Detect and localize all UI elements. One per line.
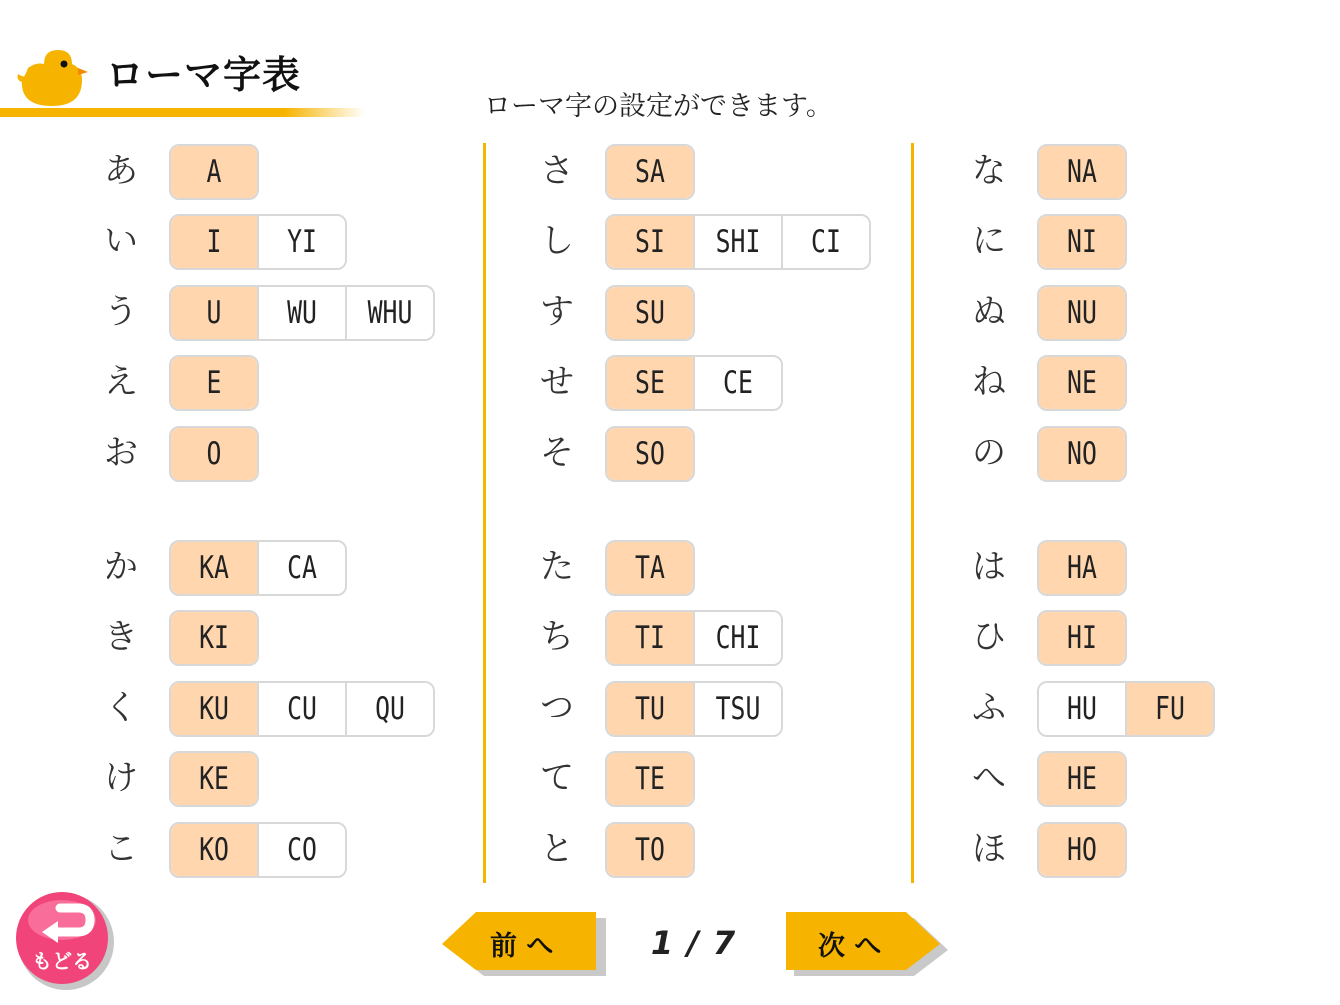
page-indicator [640,924,760,964]
romaji-option[interactable] [1039,428,1125,480]
romaji-option-group [605,681,783,737]
kana-label: す [540,292,574,332]
romaji-option-label: KE [199,761,229,797]
romaji-option-label: I [206,224,222,260]
romaji-option-label: CA [287,550,317,586]
romaji-option-group [1037,751,1127,807]
page-separator: / [687,924,713,962]
romaji-option-label: CHI [715,620,761,656]
romaji-option[interactable] [1039,146,1125,198]
romaji-option[interactable] [1125,683,1213,735]
romaji-option[interactable] [607,824,693,876]
romaji-option-label: HE [1067,761,1097,797]
page-subtitle: ローマ字の設定ができます。 [484,91,833,122]
romaji-option-label: A [206,154,222,190]
romaji-option-label: SHI [715,224,761,260]
romaji-option-label: TSU [715,691,761,727]
romaji-option-group [169,285,435,341]
romaji-option-label: SU [635,295,665,331]
romaji-option-group [1037,610,1127,666]
romaji-option-group [1037,822,1127,878]
kana-label: の [972,433,1006,473]
romaji-option-group [1037,355,1127,411]
romaji-option-label: SE [635,365,665,401]
kana-label: う [104,292,138,332]
kana-label: つ [540,688,574,728]
romaji-option-group [169,822,347,878]
romaji-option[interactable] [171,428,257,480]
romaji-option-label: HO [1067,832,1097,868]
romaji-option-label: TI [635,620,665,656]
romaji-option[interactable] [607,612,693,664]
kana-label: あ [104,151,138,191]
next-page-label: 次 へ [818,931,882,962]
romaji-option[interactable] [257,542,345,594]
romaji-option[interactable] [171,612,257,664]
kana-label: け [104,758,138,798]
page-title: ローマ字表 [106,53,302,97]
romaji-option-label: HA [1067,550,1097,586]
page-total: 7 [712,924,750,962]
romaji-option-label: KO [199,832,229,868]
romaji-option[interactable] [171,216,257,268]
next-page-button[interactable] [784,910,950,976]
romaji-option-label: HI [1067,620,1097,656]
title-underline [0,108,365,117]
kana-label: せ [540,362,574,402]
romaji-option-label: KI [199,620,229,656]
romaji-option-group [605,214,871,270]
romaji-option-group [1037,540,1127,596]
kana-label: い [104,221,138,261]
kana-label: か [104,547,138,587]
romaji-option-group [605,355,783,411]
romaji-option-group [169,426,259,482]
romaji-option[interactable] [1039,357,1125,409]
romaji-option[interactable] [1039,287,1125,339]
romaji-option-label: E [206,365,222,401]
romaji-option[interactable] [345,287,433,339]
back-button[interactable] [14,888,118,992]
romaji-option-group [169,751,259,807]
kana-label: た [540,547,574,587]
romaji-option-group [169,355,259,411]
romaji-option-group [605,144,695,200]
kana-label: こ [104,829,138,869]
romaji-option[interactable] [607,683,693,735]
romaji-option-group [605,285,695,341]
kana-label: き [104,617,138,657]
kana-label: さ [540,151,574,191]
romaji-option-label: CO [287,832,317,868]
romaji-option[interactable] [257,216,345,268]
romaji-option[interactable] [171,824,257,876]
romaji-option[interactable] [171,542,257,594]
romaji-option[interactable] [257,824,345,876]
romaji-option[interactable] [1039,753,1125,805]
romaji-option-group [169,540,347,596]
romaji-option-group [169,214,347,270]
kana-label: ぬ [972,292,1006,332]
romaji-option-label: HU [1067,691,1097,727]
romaji-option-group [1037,214,1127,270]
romaji-option-group [169,144,259,200]
romaji-option[interactable] [693,216,781,268]
romaji-option-label: YI [287,224,317,260]
romaji-option-label: TA [635,550,665,586]
kana-label: え [104,362,138,402]
kana-label: ほ [972,829,1006,869]
romaji-option[interactable] [171,357,257,409]
romaji-option-label: WHU [367,295,413,331]
romaji-option[interactable] [607,428,693,480]
romaji-option[interactable] [345,683,433,735]
romaji-option[interactable] [607,357,693,409]
romaji-option[interactable] [781,216,869,268]
romaji-option-group [1037,285,1127,341]
romaji-option[interactable] [171,753,257,805]
romaji-option-label: NU [1067,295,1097,331]
romaji-option-label: NO [1067,436,1097,472]
romaji-option[interactable] [257,683,345,735]
romaji-option-label: TU [635,691,665,727]
kana-label: に [972,221,1006,261]
romaji-option[interactable] [693,683,781,735]
romaji-option-group [1037,144,1127,200]
romaji-option-label: CE [723,365,753,401]
romaji-option[interactable] [171,146,257,198]
romaji-option[interactable] [171,287,257,339]
romaji-option-label: WU [287,295,317,331]
romaji-option[interactable] [1039,824,1125,876]
romaji-option-group [169,681,435,737]
romaji-option-label: NA [1067,154,1097,190]
prev-page-label: 前 へ [490,931,554,962]
romaji-option-group [1037,681,1215,737]
romaji-option[interactable] [1039,542,1125,594]
romaji-option-label: TE [635,761,665,797]
romaji-option-group [169,610,259,666]
kana-label: な [972,151,1006,191]
romaji-option[interactable] [1039,216,1125,268]
kana-label: て [540,758,574,798]
romaji-option-label: CU [287,691,317,727]
romaji-option[interactable] [693,357,781,409]
romaji-option-label: CI [811,224,841,260]
kana-label: は [972,547,1006,587]
romaji-option-label: FU [1155,691,1185,727]
romaji-option-label: NI [1067,224,1097,260]
romaji-option[interactable] [607,216,693,268]
romaji-option-label: O [206,436,222,472]
column-divider [483,143,486,883]
romaji-option-label: SO [635,436,665,472]
romaji-option[interactable] [607,287,693,339]
column-divider [911,143,914,883]
romaji-option-group [605,426,695,482]
back-label: もどる [32,949,92,973]
romaji-option-group [605,540,695,596]
kana-label: へ [972,758,1006,798]
page-current: 1 [650,924,688,962]
kana-label: ち [540,617,574,657]
kana-label: ふ [972,688,1006,728]
romaji-option-group [605,822,695,878]
romaji-option-group [605,610,783,666]
romaji-option-label: TO [635,832,665,868]
romaji-option-group [605,751,695,807]
romaji-option[interactable] [607,146,693,198]
romaji-option-label: SA [635,154,665,190]
romaji-option-group [1037,426,1127,482]
kana-label: ひ [972,617,1006,657]
kana-label: そ [540,433,574,473]
romaji-option[interactable] [1039,683,1125,735]
romaji-option-label: KA [199,550,229,586]
romaji-option[interactable] [693,612,781,664]
kana-label: お [104,433,138,473]
romaji-option[interactable] [257,287,345,339]
romaji-option-label: U [206,295,222,331]
romaji-option[interactable] [1039,612,1125,664]
kana-label: し [540,221,574,261]
romaji-option-label: SI [635,224,665,260]
romaji-option[interactable] [171,683,257,735]
romaji-option-label: QU [375,691,405,727]
romaji-option-label: NE [1067,365,1097,401]
romaji-option[interactable] [607,542,693,594]
prev-page-button[interactable] [440,910,606,976]
kana-label: と [540,829,574,869]
romaji-option[interactable] [607,753,693,805]
chick-logo-icon [16,46,88,108]
kana-label: く [104,688,138,728]
kana-label: ね [972,362,1006,402]
romaji-option-label: KU [199,691,229,727]
